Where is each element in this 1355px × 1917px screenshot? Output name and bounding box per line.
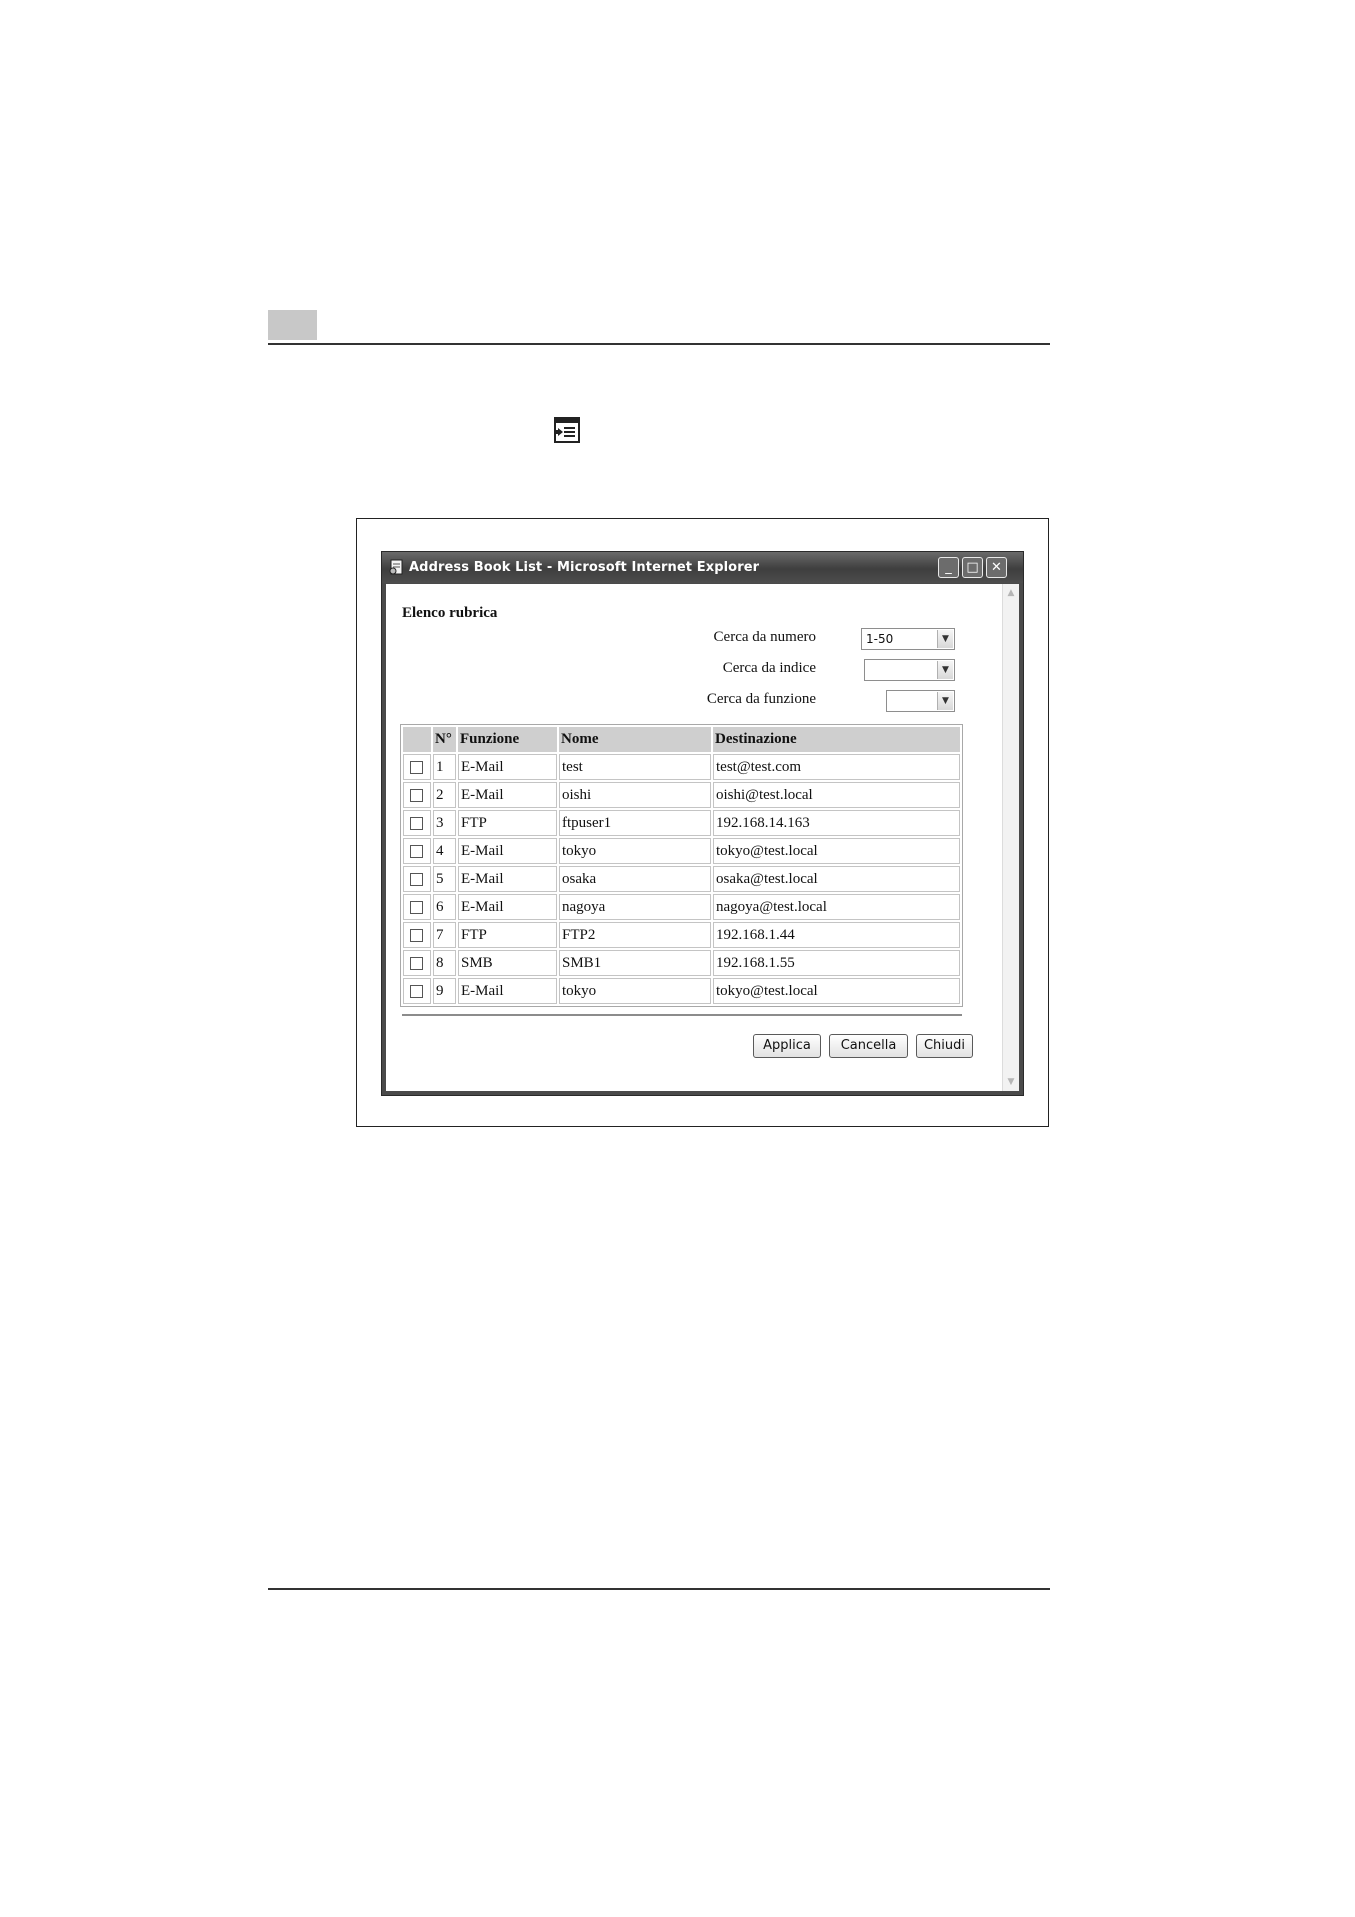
table-header-row [403, 727, 960, 752]
cell-name: tokyo [559, 838, 711, 864]
row-checkbox[interactable] [410, 873, 423, 886]
close-window-button[interactable] [986, 557, 1007, 578]
cell-number: 8 [433, 950, 456, 976]
cell-number: 9 [433, 978, 456, 1004]
row-checkbox[interactable] [410, 845, 423, 858]
table-row [403, 950, 960, 976]
cell-function: E-Mail [458, 978, 557, 1004]
close-button[interactable]: Chiudi [916, 1034, 973, 1058]
cell-name: tokyo [559, 978, 711, 1004]
table-row [403, 894, 960, 920]
search-by-index-select[interactable] [864, 659, 955, 681]
row-checkbox[interactable] [410, 957, 423, 970]
row-checkbox[interactable] [410, 901, 423, 914]
table-row [403, 978, 960, 1004]
apply-button[interactable]: Applica [753, 1034, 821, 1058]
row-checkbox[interactable] [410, 929, 423, 942]
column-header-number: N° [433, 727, 456, 752]
cell-destination: osaka@test.local [713, 866, 960, 892]
search-by-function-label: Cerca da funzione [706, 691, 816, 707]
table-divider [402, 1014, 962, 1016]
ie-window [381, 551, 1024, 1096]
row-checkbox-cell [403, 810, 431, 836]
cell-function: E-Mail [458, 782, 557, 808]
cell-destination: nagoya@test.local [713, 894, 960, 920]
cell-destination: 192.168.1.44 [713, 922, 960, 948]
cell-destination: 192.168.14.163 [713, 810, 960, 836]
table-row [403, 922, 960, 948]
row-checkbox-cell [403, 782, 431, 808]
table-row [403, 754, 960, 780]
footer-rule [268, 1588, 1050, 1590]
cell-function: FTP [458, 810, 557, 836]
cell-name: oishi [559, 782, 711, 808]
cell-name: ftpuser1 [559, 810, 711, 836]
row-checkbox[interactable] [410, 789, 423, 802]
column-header-function: Funzione [458, 727, 557, 752]
cell-destination: tokyo@test.local [713, 978, 960, 1004]
cell-number: 2 [433, 782, 456, 808]
table-row [403, 810, 960, 836]
column-header-select [403, 727, 431, 752]
row-checkbox-cell [403, 754, 431, 780]
row-checkbox[interactable] [410, 761, 423, 774]
search-by-function-select[interactable] [886, 690, 955, 712]
address-book-table [400, 724, 963, 1007]
cell-function: E-Mail [458, 754, 557, 780]
window-title: Address Book List - Microsoft Internet Explorer [409, 560, 760, 575]
cell-name: test [559, 754, 711, 780]
search-by-number-select[interactable] [861, 628, 955, 650]
cell-name: SMB1 [559, 950, 711, 976]
row-checkbox[interactable] [410, 817, 423, 830]
cell-function: E-Mail [458, 866, 557, 892]
cell-number: 5 [433, 866, 456, 892]
page-tab-marker [268, 310, 317, 340]
search-by-number-value: 1-50 [866, 632, 894, 646]
row-checkbox-cell [403, 978, 431, 1004]
column-header-name: Nome [559, 727, 711, 752]
row-checkbox-cell [403, 866, 431, 892]
scroll-up-icon[interactable]: ▲ [1007, 588, 1015, 598]
chevron-down-icon: ▼ [937, 630, 953, 648]
table-row [403, 866, 960, 892]
address-book-list-icon [554, 417, 580, 443]
row-checkbox[interactable] [410, 985, 423, 998]
cell-function: E-Mail [458, 838, 557, 864]
scroll-down-icon[interactable]: ▼ [1007, 1077, 1015, 1087]
minimize-button[interactable] [938, 557, 959, 578]
screenshot-frame [356, 518, 1049, 1127]
search-by-number-label: Cerca da numero [713, 629, 816, 645]
row-checkbox-cell [403, 922, 431, 948]
close-icon: ✕ [991, 560, 1002, 575]
cell-number: 3 [433, 810, 456, 836]
cell-number: 1 [433, 754, 456, 780]
cell-number: 7 [433, 922, 456, 948]
browser-content [386, 584, 1019, 1091]
cell-function: E-Mail [458, 894, 557, 920]
vertical-scrollbar[interactable] [1002, 584, 1019, 1091]
chevron-down-icon: ▼ [937, 661, 953, 679]
cell-destination: test@test.com [713, 754, 960, 780]
cell-destination: tokyo@test.local [713, 838, 960, 864]
table-row [403, 782, 960, 808]
cell-number: 6 [433, 894, 456, 920]
cell-number: 4 [433, 838, 456, 864]
column-header-destination: Destinazione [713, 727, 960, 752]
cell-function: SMB [458, 950, 557, 976]
maximize-icon: □ [966, 560, 979, 575]
maximize-button[interactable] [962, 557, 983, 578]
cell-name: nagoya [559, 894, 711, 920]
cell-function: FTP [458, 922, 557, 948]
cell-destination: oishi@test.local [713, 782, 960, 808]
row-checkbox-cell [403, 950, 431, 976]
row-checkbox-cell [403, 838, 431, 864]
row-checkbox-cell [403, 894, 431, 920]
cell-destination: 192.168.1.55 [713, 950, 960, 976]
ie-page-icon [388, 559, 404, 575]
chevron-down-icon: ▼ [937, 692, 953, 710]
cancel-button[interactable]: Cancella [829, 1034, 908, 1058]
title-bar[interactable] [382, 552, 1023, 583]
search-by-index-label: Cerca da indice [722, 660, 816, 676]
cell-name: osaka [559, 866, 711, 892]
minimize-icon: _ [945, 560, 952, 575]
page-title: Elenco rubrica [402, 605, 498, 621]
table-row [403, 838, 960, 864]
header-rule [268, 343, 1050, 345]
cell-name: FTP2 [559, 922, 711, 948]
